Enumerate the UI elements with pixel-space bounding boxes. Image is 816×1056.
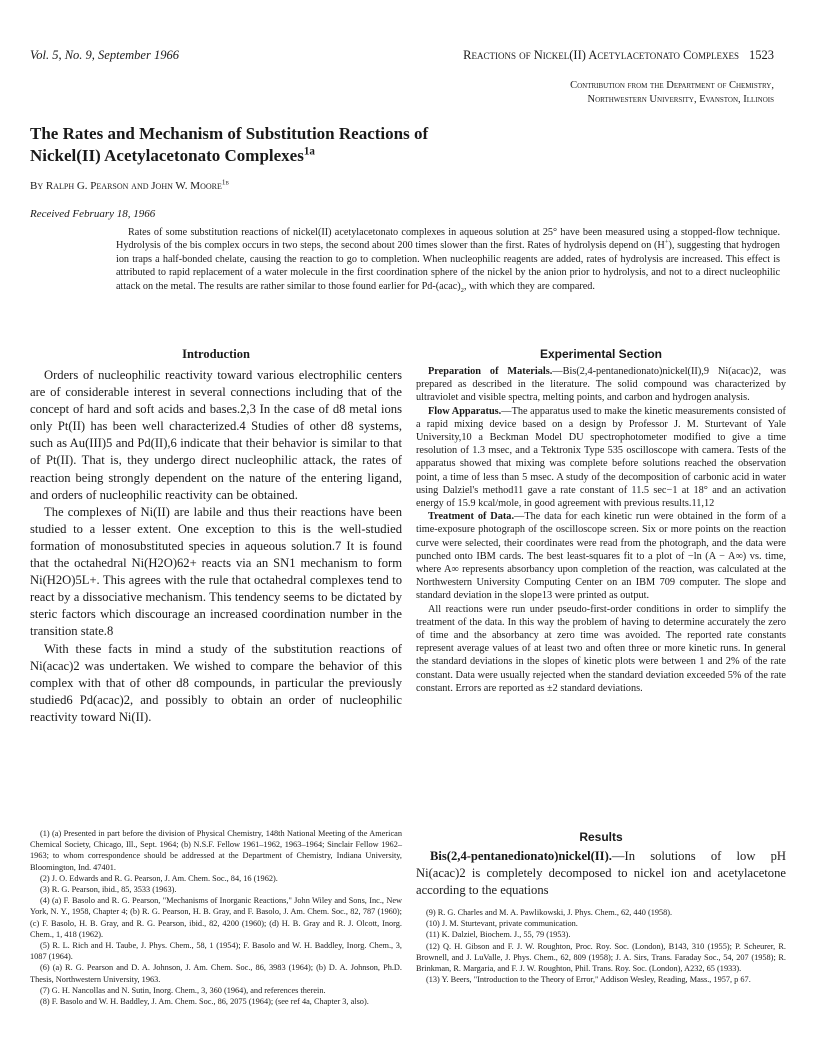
footnote-6: (6) (a) R. G. Pearson and D. A. Johnson, J. Am. Chem. Soc., 86, 3983 (1964); (b) D. A. Johnson, Ph.D. Thesis, Northwestern University, 1963. [30, 963, 402, 984]
results-heading: Results [579, 830, 623, 844]
preparation-text: —Bis(2,4-pentanedionato)nickel(II),9 Ni(acac)2, was prepared as described in the literature. The solid compound was characterized by ultraviolet and visible spectra, melting points, and carbon and hydrogen analysis. [416, 366, 786, 404]
footnote-9: (9) R. G. Charles and M. A. Pawlikowski, J. Phys. Chem., 62, 440 (1958). [426, 908, 673, 917]
page-number: 1523 [749, 48, 774, 62]
footnote-8: (8) F. Basolo and W. H. Baddley, J. Am. Chem. Soc., 86, 2075 (1964); (see ref 4a, Chapter 3, also). [40, 997, 369, 1007]
experimental-heading: Experimental Section [539, 347, 663, 361]
flow-apparatus-heading: Flow Apparatus. [428, 405, 502, 417]
introduction-heading: Introduction [182, 347, 250, 361]
author-footnote-ref: 1b [221, 178, 229, 187]
author-byline [30, 180, 229, 192]
footnote-11: (11) K. Dalziel, Biochem. J., 55, 79 (1953). [426, 930, 571, 940]
footnote-12: (12) Q. H. Gibson and F. J. W. Roughton, Proc. Roy. Soc. (London), B143, 310 (1955); P. Scheurer, R. Brownell, and J. LuValle, J. Phys. Chem., 62, 809 (1958); J. A. Sirs, Trans. Faraday Soc., 54, 207 (1958); R. Brinkman, R. Margaria, and F. J. W. Roughton, Phil. Trans. Roy. Soc. (London), A232, 65 (1933). [416, 941, 786, 974]
footnote-2: (2) J. O. Edwards and R. G. Pearson, J. Am. Chem. Soc., 84, 16 (1962). [40, 873, 278, 883]
title-footnote-ref: 1a [303, 145, 315, 158]
footnote-3: (3) R. G. Pearson, ibid., 85, 3533 (1963). [40, 885, 177, 895]
results-section [416, 830, 786, 899]
treatment-text: —The data for each kinetic run were obtained in the form of a time-exposure photograph of the oscilloscope screen. Six or more points on the reaction curve were selected, their coordinates were read from the photograph, and the data were punched onto IBM cards. The best least-squares fit to a plot of −ln (A − A∞) vs. time, where A∞ represents absorbancy upon completion of the reaction, was calculated at the Northwestern University Computing Center on an IBM 709 computer. The slope and standard deviation in the slope13 were printed as output. [416, 511, 787, 602]
results-paragraph [416, 848, 786, 899]
abstract-sub-2: 2 [460, 286, 464, 294]
footnotes-right [416, 907, 786, 985]
preparation-heading: Preparation of Materials. [428, 366, 553, 377]
byline-and: and [131, 180, 149, 192]
footnote-4: (4) (a) F. Basolo and R. G. Pearson, "Mechanisms of Inorganic Reactions," John Wiley and Sons, Inc., New York, N. Y., 1958, Chapter 4; (b) R. G. Pearson, H. B. Gray, and F. Basolo, J. Am. Chem. Soc., 82, 787 (1960); (c) F. Basolo, H. B. Gray, and R. G. Pearson, ibid., 82, 4200 (1960); (d) H. B. Gray and R. J. Olcott, Inorg. Chem., 1, 418 (1962). [30, 896, 402, 939]
byline-by: By [30, 180, 44, 192]
results-lead: Bis(2,4-pentanedionato)nickel(II). [430, 849, 612, 863]
abstract-plus: + [664, 239, 669, 247]
abstract-part-1: Rates of some substitution reactions of nickel(II) acetylacetonato complexes in aqueous solution at 25° have been measured using a stopped-flow technique. Hydrolysis of the bis complex occurs in two steps, the second about 200 times slower than the first. Rates of hydrolysis depend on (H [116, 227, 780, 252]
preparation-paragraph [416, 365, 786, 405]
results-text: —In solutions of low pH Ni(acac)2 is completely decomposed to nickel ion and acetylacetone according to the equations [416, 849, 786, 898]
journal-issue: Vol. 5, No. 9, September 1966 [30, 48, 179, 62]
treatment-heading: Treatment of Data. [428, 511, 515, 523]
contribution-line-2: Northwestern University, Evanston, Illinois [587, 94, 774, 105]
running-header [463, 48, 774, 63]
treatment-paragraph [416, 510, 786, 602]
title-line-2: Nickel(II) Acetylacetonato Complexes [30, 146, 304, 165]
author-2: John W. Moore [151, 180, 222, 192]
footnote-13: (13) Y. Beers, "Introduction to the Theory of Error," Addison Wesley, Reading, Mass., 1957, p 67. [426, 975, 751, 985]
title-line-1: The Rates and Mechanism of Substitution Reactions of [30, 124, 429, 143]
abstract-part-3: , with which they are compared. [463, 280, 595, 292]
footnote-7: (7) G. H. Nancollas and N. Sutin, Inorg. Chem., 3, 360 (1964), and references therein. [40, 985, 326, 995]
footnote-10: (10) J. M. Sturtevant, private communication. [426, 919, 578, 929]
experimental-body [416, 365, 786, 695]
article-title [30, 123, 428, 167]
footnote-1: (1) (a) Presented in part before the division of Physical Chemistry, 148th National Meeting of the American Chemical Society, Chicago, Ill., Sept. 1964; (b) N.S.F. Fellow 1961–1962, 1963–1964; Sinclair Fellow 1962–1963; to whom correspondence should be addressed at the Department of Chemistry, Indiana University, Bloomington, Ind. 47401. [30, 829, 402, 872]
introduction-paragraph-2: The complexes of Ni(II) are labile and thus their reactions have been studied to a lesser extent. One exception to this is the well-studied formation of monosubstituted species in aqueous solution.7 It is found that the octahedral Ni(H2O)62+ reacts via an SN1 mechanism to form Ni(H2O)5L+. This agrees with the rule that octahedral complexes tend to react by a dissociative mechanism. This tendency seems to be dictated by steric factors which discourage an increased coordination number in the transition state.8 [30, 504, 402, 639]
introduction-paragraph-1: Orders of nucleophilic reactivity toward various electrophilic centers are of considerable interest in several connections including that of the concept of hard and soft acids and bases.2,3 In the case of d8 metal ions only Pt(II) has been well characterized.4 Studies of other d8 systems, such as Au(III)5 and Pd(II),6 indicate that their behavior is similar to that of Pt(II). That is, they undergo direct nucleophilic attack, the rates of reaction being strongly dependent on the nature of the entering ligand, and orders of nucleophilic reactivity can be obtained. [30, 368, 402, 502]
received-date: Received February 18, 1966 [30, 208, 156, 220]
introduction-section [30, 347, 402, 726]
flow-apparatus-text: —The apparatus used to make the kinetic measurements consisted of a rapid mixing device based on a design by Professor J. M. Sturtevant of Yale University,10 a Beckman Model DU spectrophotometer modified to give a time resolution of 1.3 msec, and a Tektronix Type 535 oscilloscope with camera. Tests of the apparatus showed that mixing was complete before solutions reached the observation point, a time of less than 5 msec. A study of the decomposition of carbonic acid in water using Dalziel's method11 gave a rate constant of 11.5 sec−1 at 18° and an activation energy of 15.9 kcal/mole, in good agreement with previous results.11,12 [416, 405, 786, 510]
abstract [116, 226, 780, 293]
flow-apparatus-paragraph [416, 405, 786, 511]
footnotes-left [30, 828, 402, 1007]
author-1: Ralph G. Pearson [45, 180, 129, 192]
running-title: Reactions of Nickel(II) Acetylacetonato Complexes [463, 48, 739, 62]
pseudo-first-order-paragraph: All reactions were run under pseudo-first-order conditions in order to simplify the treatment of the data. In this way the problem of having to determine accurately the zero of time and the absorbancy at zero time was avoided. The reported rate constants represent average values of at least two and often three or more kinetic runs. In general the standard deviations in the slopes of kinetic plots were between 1 and 2% of the rate constant. Data were usually rejected when the standard deviation exceeded 5% of the rate constant. Errors are reported as ±2 standard deviations. [416, 603, 786, 694]
experimental-section [416, 347, 786, 695]
introduction-paragraph-3: With these facts in mind a study of the substitution reactions of Ni(acac)2 was undertaken. We wished to compare the behavior of this complex with that of other d8 compounds, in particular the previously studied6 Pd(acac)2, and possibly to obtain an order of nucleophilic reactivity toward Ni(II). [30, 641, 402, 724]
footnote-5: (5) R. L. Rich and H. Taube, J. Phys. Chem., 58, 1 (1954); F. Basolo and W. H. Baddley, Inorg. Chem., 3, 1087 (1964). [30, 941, 402, 962]
contribution-line-1: Contribution from the Department of Chemistry, [570, 80, 774, 91]
abstract-part-2: ), suggesting that hydrogen ion traps a half-bonded chelate, causing the reaction to go to completion. When nucleophilic reagents are added, rates of hydrolysis are increased. This effect is attributed to rapid replacement of a water molecule in the first coordination sphere of the nickel by the anion prior to hydrolysis, and not to a direct nucleophilic attack on the metal. The results are rather similar to those found earlier for Pd-(acac) [116, 240, 780, 292]
results-body [416, 848, 786, 899]
contribution-affiliation [570, 79, 774, 107]
introduction-body [30, 367, 402, 726]
